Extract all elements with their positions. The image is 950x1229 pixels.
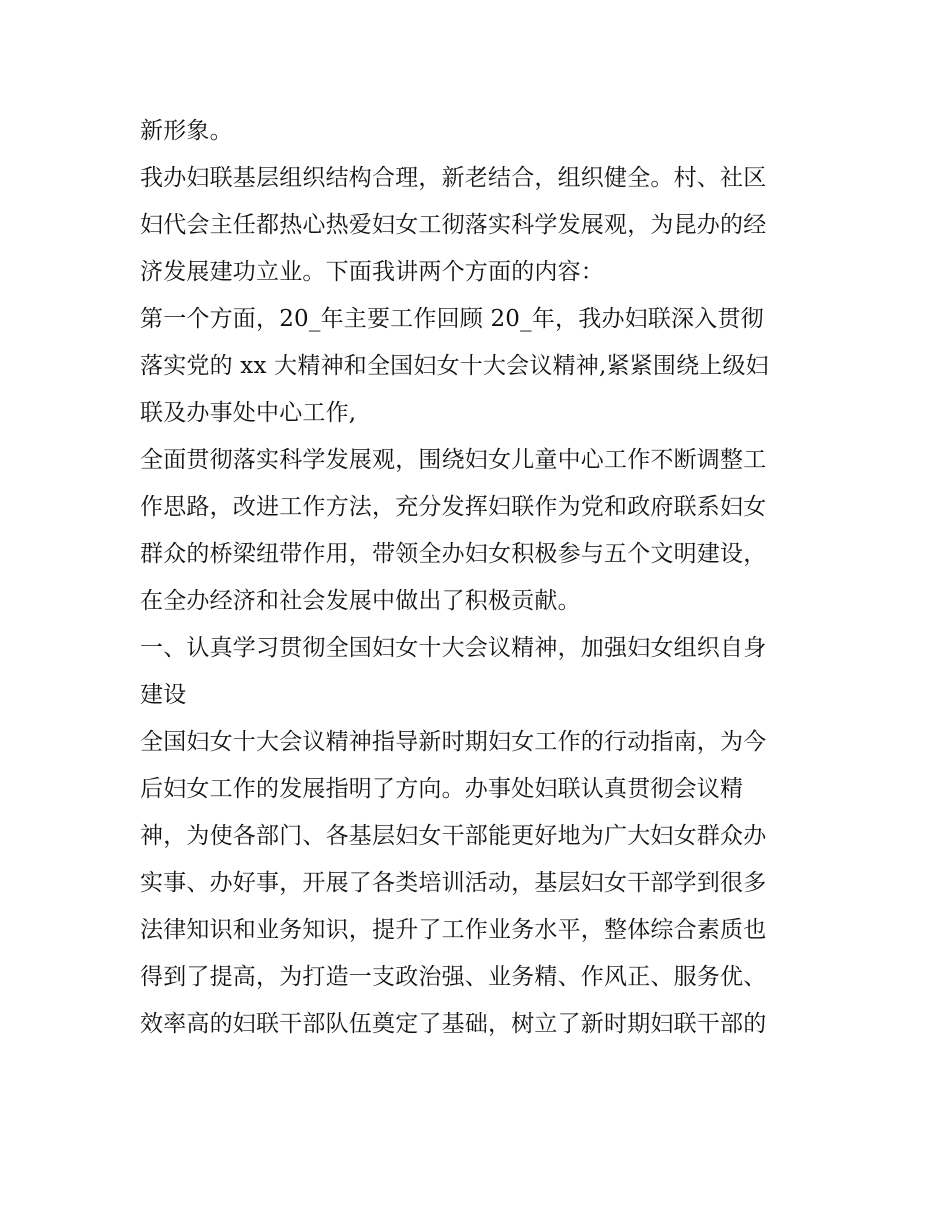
text-line-10: 群众的桥梁纽带作用，带领全办妇女积极参与五个文明建设， [140,541,767,567]
text-line-7: 联及办事处中心工作, [140,400,357,426]
text-line-19: 得到了提高，为打造一支政治强、业务精、作风正、服务优、 [140,964,767,990]
text-line-3: 妇代会主任都热心热爱妇女工彻落实科学发展观，为昆办的经 [140,212,767,238]
text-line-4: 济发展建功立业。下面我讲两个方面的内容： [140,259,604,285]
text-line-15: 后妇女工作的发展指明了方向。办事处妇联认真贯彻会议精 [140,776,744,802]
text-line-18: 法律知识和业务知识，提升了工作业务水平，整体综合素质也 [140,917,767,943]
text-line-5: 第一个方面，20_年主要工作回顾 20_年，我办妇联深入贯彻 [140,306,764,332]
text-line-14: 全国妇女十大会议精神指导新时期妇女工作的行动指南，为今 [140,729,767,755]
text-line-16: 神，为使各部门、各基层妇女干部能更好地为广大妇女群众办 [140,823,767,849]
text-line-1: 新形象。 [140,118,233,144]
text-line-9: 作思路，改进工作方法，充分发挥妇联作为党和政府联系妇女 [140,494,767,520]
text-line-17: 实事、办好事，开展了各类培训活动，基层妇女干部学到很多 [140,870,767,896]
text-line-6: 落实党的 xx 大精神和全国妇女十大会议精神,紧紧围绕上级妇 [140,353,769,379]
text-line-11: 在全办经济和社会发展中做出了积极贡献。 [140,588,581,614]
text-line-20: 效率高的妇联干部队伍奠定了基础，树立了新时期妇联干部的 [140,1011,767,1037]
text-line-12: 一、认真学习贯彻全国妇女十大会议精神，加强妇女组织自身 [140,635,767,661]
document-body [140,108,820,1048]
text-line-2: 我办妇联基层组织结构合理，新老结合，组织健全。村、社区 [140,165,767,191]
text-line-8: 全面贯彻落实科学发展观，围绕妇女儿童中心工作不断调整工 [140,447,767,473]
text-line-13: 建设 [140,682,187,708]
